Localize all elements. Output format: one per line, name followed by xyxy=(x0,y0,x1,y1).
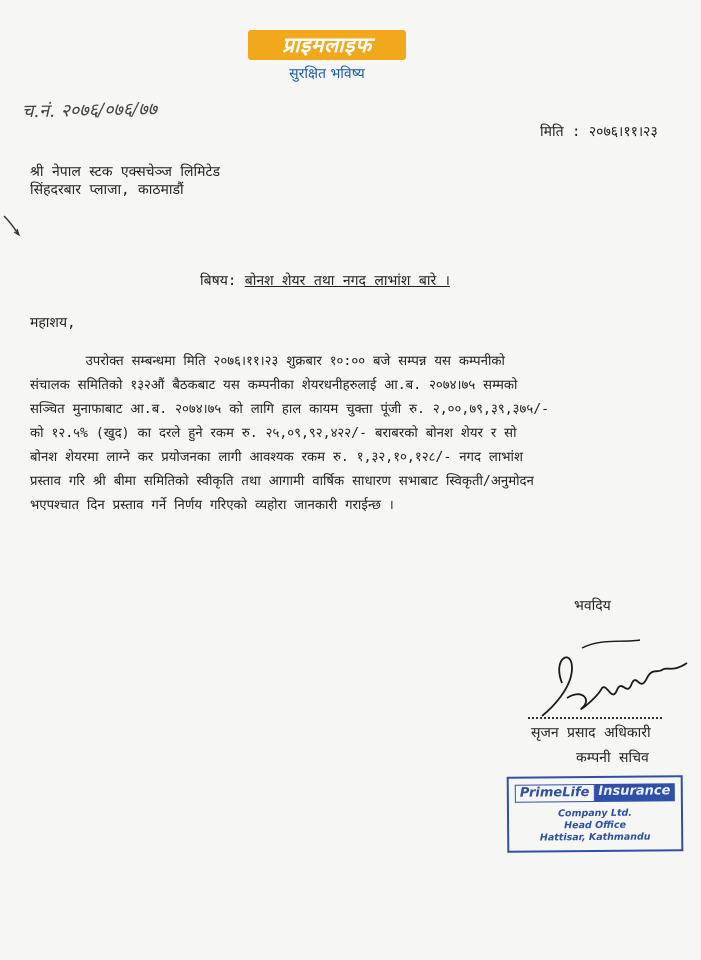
subject-text: बोनश शेयर तथा नगद लाभांश बारे । xyxy=(244,273,450,289)
logo-tagline: सुरक्षित भविष्य xyxy=(289,66,365,82)
subject-line xyxy=(200,271,450,290)
body-line: प्रस्ताव गरि श्री बीमा समितिको स्वीकृति तथा आगामी वार्षिक साधारण सभाबाट स्विकृती/अनुमोदन xyxy=(30,474,534,489)
stamp-line-1: Company Ltd. xyxy=(557,807,632,820)
body-line: बोनश शेयरमा लाग्ने कर प्रयोजनका लागी आवश्यक रकम रु. १,३२,१०,१२८/- नगद लाभांश xyxy=(30,450,523,465)
body-line: संचालक समितिको १३२औं बैठकबाट यस कम्पनीका शेयरधनीहरुलाई आ.ब. २०७४।७५ सम्मको xyxy=(30,378,518,393)
logo-text: प्राइमलाइफ xyxy=(282,33,372,57)
company-stamp xyxy=(507,775,684,853)
recipient-line-2: सिंहदरबार प्लाजा, काठमाडौं xyxy=(30,182,184,198)
stamp-line-3: Hattisar, Kathmandu xyxy=(539,831,651,844)
salutation: महाशय, xyxy=(30,315,76,331)
recipient-line-1: श्री नेपाल स्टक एक्सचेञ्ज लिमिटेड xyxy=(30,164,221,180)
subject-label: बिषय: xyxy=(200,273,237,289)
pen-mark-icon xyxy=(2,214,22,236)
company-logo xyxy=(248,30,406,60)
closing-text: भवदिय xyxy=(574,598,611,614)
signer-title: कम्पनी सचिव xyxy=(576,750,649,766)
stamp-brand-insurance: Insurance xyxy=(594,783,674,802)
letter-date: मिति : २०७६।११।२३ xyxy=(540,124,658,140)
body-line: भएपश्चात दिन प्रस्ताव गर्ने निर्णय गरिएको व्यहोरा जानकारी गराईन्छ । xyxy=(30,498,394,513)
body-line: को १२.५% (खुद) का दरले हुने रकम रु. २५,०९,९२,४२२/- बराबरको बोनश शेयर र सो xyxy=(30,426,517,441)
signer-name: सृजन प्रसाद अधिकारी xyxy=(531,725,651,741)
handwritten-signature xyxy=(522,628,697,723)
stamp-brand xyxy=(515,783,681,802)
body-line: सञ्चित मुनाफाबाट आ.ब. २०७४।७५ को लागि हाल कायम चुक्ता पूंजी रु. २,००,७९,३९,३७५/- xyxy=(30,402,550,417)
stamp-brand-prime: PrimeLife xyxy=(515,784,595,803)
signature-line xyxy=(528,717,662,719)
body-line: उपरोक्त सम्बन्धमा मिति २०७६।११।२३ शुक्रबार १०:०० बजे सम्पन्न यस कम्पनीको xyxy=(30,354,505,369)
reference-number: च.नं. २०७६/०७६/७७ xyxy=(21,98,158,123)
stamp-line-2: Head Office xyxy=(564,819,627,832)
